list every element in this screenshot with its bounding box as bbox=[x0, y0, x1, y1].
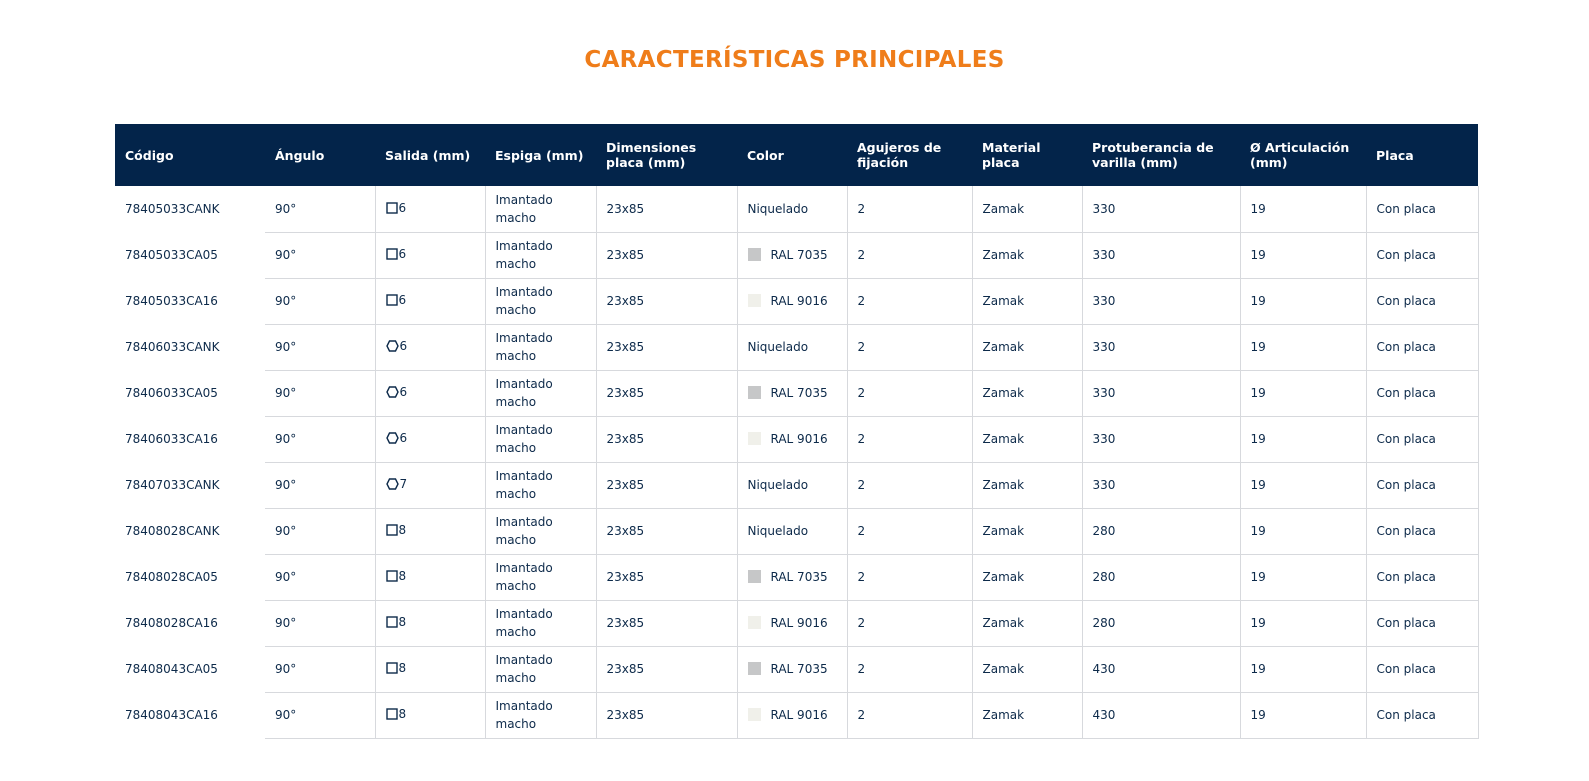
table-row bbox=[115, 554, 1478, 600]
cell-outlet bbox=[375, 186, 485, 232]
cell-spigot: Imantado macho bbox=[485, 278, 596, 324]
cell-holes: 2 bbox=[847, 600, 972, 646]
cell-plate: Con placa bbox=[1366, 186, 1478, 232]
cell-code: 78408028CANK bbox=[125, 524, 220, 538]
cell-material: Zamak bbox=[972, 370, 1082, 416]
cell-dimensions: 23x85 bbox=[596, 646, 737, 692]
cell-dimensions: 23x85 bbox=[596, 232, 737, 278]
cell-joint: 19 bbox=[1240, 508, 1366, 554]
color-label: RAL 7035 bbox=[770, 248, 828, 262]
cell-color bbox=[737, 508, 847, 554]
cell-outlet bbox=[375, 232, 485, 278]
hexagon-icon bbox=[386, 431, 399, 449]
cell-material: Zamak bbox=[972, 600, 1082, 646]
header-angle: Ángulo bbox=[265, 124, 375, 186]
color-swatch bbox=[748, 616, 761, 629]
color-label: RAL 9016 bbox=[770, 294, 828, 308]
cell-code: 78407033CANK bbox=[125, 478, 220, 492]
outlet-value: 6 bbox=[398, 293, 407, 307]
cell-joint: 19 bbox=[1240, 232, 1366, 278]
cell-angle: 90° bbox=[265, 186, 375, 232]
cell-code: 78408028CA16 bbox=[125, 616, 218, 630]
cell-joint: 19 bbox=[1240, 554, 1366, 600]
cell-spigot: Imantado macho bbox=[485, 186, 596, 232]
color-swatch bbox=[748, 662, 761, 675]
cell-protrusion: 330 bbox=[1082, 324, 1240, 370]
cell-code: 78405033CA16 bbox=[125, 294, 218, 308]
cell-color bbox=[737, 462, 847, 508]
cell-code: 78408028CA05 bbox=[125, 570, 218, 584]
cell-joint: 19 bbox=[1240, 416, 1366, 462]
outlet-value: 6 bbox=[398, 200, 407, 215]
header-plate-dimensions: Dimensiones placa (mm) bbox=[596, 124, 737, 186]
color-label: RAL 9016 bbox=[770, 708, 828, 722]
color-label: Niquelado bbox=[747, 478, 809, 492]
cell-protrusion: 330 bbox=[1082, 370, 1240, 416]
cell-protrusion: 330 bbox=[1082, 416, 1240, 462]
cell-material: Zamak bbox=[972, 462, 1082, 508]
cell-angle: 90° bbox=[265, 600, 375, 646]
cell-angle: 90° bbox=[265, 554, 375, 600]
cell-dimensions: 23x85 bbox=[596, 462, 737, 508]
header-plate: Placa bbox=[1366, 124, 1478, 186]
square-icon bbox=[386, 523, 398, 541]
outlet-value: 6 bbox=[398, 247, 407, 261]
cell-spigot: Imantado macho bbox=[485, 508, 596, 554]
cell-plate: Con placa bbox=[1366, 554, 1478, 600]
cell-outlet bbox=[375, 462, 485, 508]
cell-protrusion: 430 bbox=[1082, 692, 1240, 738]
color-label: RAL 9016 bbox=[770, 616, 828, 630]
square-icon bbox=[386, 707, 398, 725]
table-row bbox=[115, 370, 1478, 416]
cell-joint: 19 bbox=[1240, 186, 1366, 232]
cell-outlet bbox=[375, 508, 485, 554]
cell-spigot: Imantado macho bbox=[485, 554, 596, 600]
cell-dimensions: 23x85 bbox=[596, 370, 737, 416]
header-joint-diameter: Ø Articulación (mm) bbox=[1240, 124, 1366, 186]
cell-protrusion: 430 bbox=[1082, 646, 1240, 692]
page-title: CARACTERÍSTICAS PRINCIPALES bbox=[584, 47, 1005, 73]
cell-plate: Con placa bbox=[1366, 462, 1478, 508]
outlet-value: 6 bbox=[399, 339, 408, 353]
cell-joint: 19 bbox=[1240, 278, 1366, 324]
outlet-value: 8 bbox=[398, 523, 407, 537]
header-plate-material: Material placa bbox=[972, 124, 1082, 186]
cell-angle: 90° bbox=[265, 508, 375, 554]
color-swatch bbox=[748, 386, 761, 399]
color-swatch bbox=[748, 294, 761, 307]
outlet-value: 8 bbox=[398, 707, 407, 721]
cell-dimensions: 23x85 bbox=[596, 692, 737, 738]
square-icon bbox=[386, 293, 398, 311]
color-swatch bbox=[748, 432, 761, 445]
cell-spigot: Imantado macho bbox=[485, 462, 596, 508]
cell-dimensions: 23x85 bbox=[596, 508, 737, 554]
cell-joint: 19 bbox=[1240, 646, 1366, 692]
hexagon-icon bbox=[386, 477, 399, 495]
cell-plate: Con placa bbox=[1366, 508, 1478, 554]
outlet-value: 6 bbox=[399, 385, 408, 399]
cell-color bbox=[737, 324, 847, 370]
cell-protrusion: 280 bbox=[1082, 554, 1240, 600]
cell-dimensions: 23x85 bbox=[596, 186, 737, 232]
cell-outlet bbox=[375, 370, 485, 416]
cell-color bbox=[737, 370, 847, 416]
table-header-row bbox=[115, 124, 1478, 186]
cell-dimensions: 23x85 bbox=[596, 324, 737, 370]
cell-angle: 90° bbox=[265, 370, 375, 416]
cell-material: Zamak bbox=[972, 554, 1082, 600]
table-row bbox=[115, 416, 1478, 462]
cell-angle: 90° bbox=[265, 646, 375, 692]
cell-material: Zamak bbox=[972, 278, 1082, 324]
color-label: Niquelado bbox=[747, 524, 809, 538]
cell-code: 78406033CA16 bbox=[125, 432, 218, 446]
cell-dimensions: 23x85 bbox=[596, 416, 737, 462]
cell-plate: Con placa bbox=[1366, 232, 1478, 278]
cell-material: Zamak bbox=[972, 232, 1082, 278]
cell-color bbox=[737, 600, 847, 646]
cell-spigot: Imantado macho bbox=[485, 646, 596, 692]
square-icon bbox=[386, 661, 398, 679]
table-row bbox=[115, 646, 1478, 692]
cell-color bbox=[737, 278, 847, 324]
outlet-value: 8 bbox=[398, 615, 407, 629]
cell-material: Zamak bbox=[972, 186, 1082, 232]
cell-plate: Con placa bbox=[1366, 646, 1478, 692]
cell-angle: 90° bbox=[265, 278, 375, 324]
cell-protrusion: 330 bbox=[1082, 278, 1240, 324]
cell-angle: 90° bbox=[265, 462, 375, 508]
cell-holes: 2 bbox=[847, 232, 972, 278]
cell-holes: 2 bbox=[847, 692, 972, 738]
color-label: RAL 7035 bbox=[770, 570, 828, 584]
cell-joint: 19 bbox=[1240, 324, 1366, 370]
cell-outlet bbox=[375, 554, 485, 600]
cell-plate: Con placa bbox=[1366, 416, 1478, 462]
cell-protrusion: 280 bbox=[1082, 508, 1240, 554]
cell-holes: 2 bbox=[847, 278, 972, 324]
cell-color bbox=[737, 416, 847, 462]
color-label: Niquelado bbox=[747, 340, 809, 354]
square-icon bbox=[386, 569, 398, 587]
cell-protrusion: 330 bbox=[1082, 462, 1240, 508]
hexagon-icon bbox=[386, 385, 399, 403]
color-label: RAL 7035 bbox=[770, 386, 828, 400]
color-label: RAL 9016 bbox=[770, 432, 828, 446]
cell-material: Zamak bbox=[972, 646, 1082, 692]
color-swatch bbox=[748, 708, 761, 721]
header-color: Color bbox=[737, 124, 847, 186]
cell-joint: 19 bbox=[1240, 692, 1366, 738]
cell-holes: 2 bbox=[847, 370, 972, 416]
cell-code: 78408043CA16 bbox=[125, 708, 218, 722]
cell-outlet bbox=[375, 646, 485, 692]
outlet-value: 7 bbox=[399, 477, 408, 491]
header-code: Código bbox=[115, 124, 265, 186]
cell-outlet bbox=[375, 416, 485, 462]
square-icon bbox=[386, 247, 398, 265]
table-row bbox=[115, 186, 1478, 232]
header-outlet: Salida (mm) bbox=[375, 124, 485, 186]
cell-plate: Con placa bbox=[1366, 370, 1478, 416]
cell-material: Zamak bbox=[972, 508, 1082, 554]
cell-dimensions: 23x85 bbox=[596, 600, 737, 646]
table-row bbox=[115, 600, 1478, 646]
cell-angle: 90° bbox=[265, 416, 375, 462]
outlet-value: 8 bbox=[398, 661, 407, 675]
hexagon-icon bbox=[386, 339, 399, 357]
cell-holes: 2 bbox=[847, 462, 972, 508]
cell-joint: 19 bbox=[1240, 370, 1366, 416]
cell-code: 78408043CA05 bbox=[125, 662, 218, 676]
cell-color bbox=[737, 232, 847, 278]
cell-joint: 19 bbox=[1240, 600, 1366, 646]
cell-plate: Con placa bbox=[1366, 692, 1478, 738]
table-row bbox=[115, 508, 1478, 554]
cell-protrusion: 330 bbox=[1082, 186, 1240, 232]
cell-plate: Con placa bbox=[1366, 278, 1478, 324]
cell-protrusion: 330 bbox=[1082, 232, 1240, 278]
header-fixing-holes: Agujeros de fijación bbox=[847, 124, 972, 186]
square-icon bbox=[386, 201, 398, 219]
cell-plate: Con placa bbox=[1366, 324, 1478, 370]
cell-spigot: Imantado macho bbox=[485, 692, 596, 738]
square-icon bbox=[386, 615, 398, 633]
cell-dimensions: 23x85 bbox=[596, 278, 737, 324]
cell-plate: Con placa bbox=[1366, 600, 1478, 646]
cell-holes: 2 bbox=[847, 416, 972, 462]
cell-code: 78405033CANK bbox=[125, 202, 220, 216]
outlet-value: 8 bbox=[398, 569, 407, 583]
header-rod-protrusion: Protuberancia de varilla (mm) bbox=[1082, 124, 1240, 186]
cell-color bbox=[737, 646, 847, 692]
cell-spigot: Imantado macho bbox=[485, 416, 596, 462]
table-row bbox=[115, 324, 1478, 370]
cell-color bbox=[737, 554, 847, 600]
cell-code: 78406033CANK bbox=[125, 340, 220, 354]
cell-code: 78405033CA05 bbox=[125, 248, 218, 262]
cell-holes: 2 bbox=[847, 186, 972, 232]
cell-material: Zamak bbox=[972, 324, 1082, 370]
outlet-value: 6 bbox=[399, 431, 408, 445]
cell-material: Zamak bbox=[972, 416, 1082, 462]
cell-outlet bbox=[375, 324, 485, 370]
cell-spigot: Imantado macho bbox=[485, 232, 596, 278]
table-row bbox=[115, 278, 1478, 324]
cell-angle: 90° bbox=[265, 232, 375, 278]
table-row bbox=[115, 232, 1478, 278]
cell-outlet bbox=[375, 278, 485, 324]
cell-color bbox=[737, 692, 847, 738]
cell-spigot: Imantado macho bbox=[485, 600, 596, 646]
cell-protrusion: 280 bbox=[1082, 600, 1240, 646]
cell-angle: 90° bbox=[265, 692, 375, 738]
cell-material: Zamak bbox=[972, 692, 1082, 738]
specs-table bbox=[115, 124, 1479, 739]
color-label: RAL 7035 bbox=[770, 662, 828, 676]
cell-holes: 2 bbox=[847, 324, 972, 370]
cell-holes: 2 bbox=[847, 646, 972, 692]
header-spigot: Espiga (mm) bbox=[485, 124, 596, 186]
cell-holes: 2 bbox=[847, 508, 972, 554]
cell-joint: 19 bbox=[1240, 462, 1366, 508]
cell-color bbox=[737, 186, 847, 232]
cell-code: 78406033CA05 bbox=[125, 386, 218, 400]
color-swatch bbox=[748, 248, 761, 261]
table-row bbox=[115, 462, 1478, 508]
cell-dimensions: 23x85 bbox=[596, 554, 737, 600]
color-swatch bbox=[748, 570, 761, 583]
color-label: Niquelado bbox=[747, 201, 809, 216]
cell-spigot: Imantado macho bbox=[485, 370, 596, 416]
table-row bbox=[115, 692, 1478, 738]
cell-spigot: Imantado macho bbox=[485, 324, 596, 370]
cell-holes: 2 bbox=[847, 554, 972, 600]
cell-angle: 90° bbox=[265, 324, 375, 370]
cell-outlet bbox=[375, 600, 485, 646]
cell-outlet bbox=[375, 692, 485, 738]
